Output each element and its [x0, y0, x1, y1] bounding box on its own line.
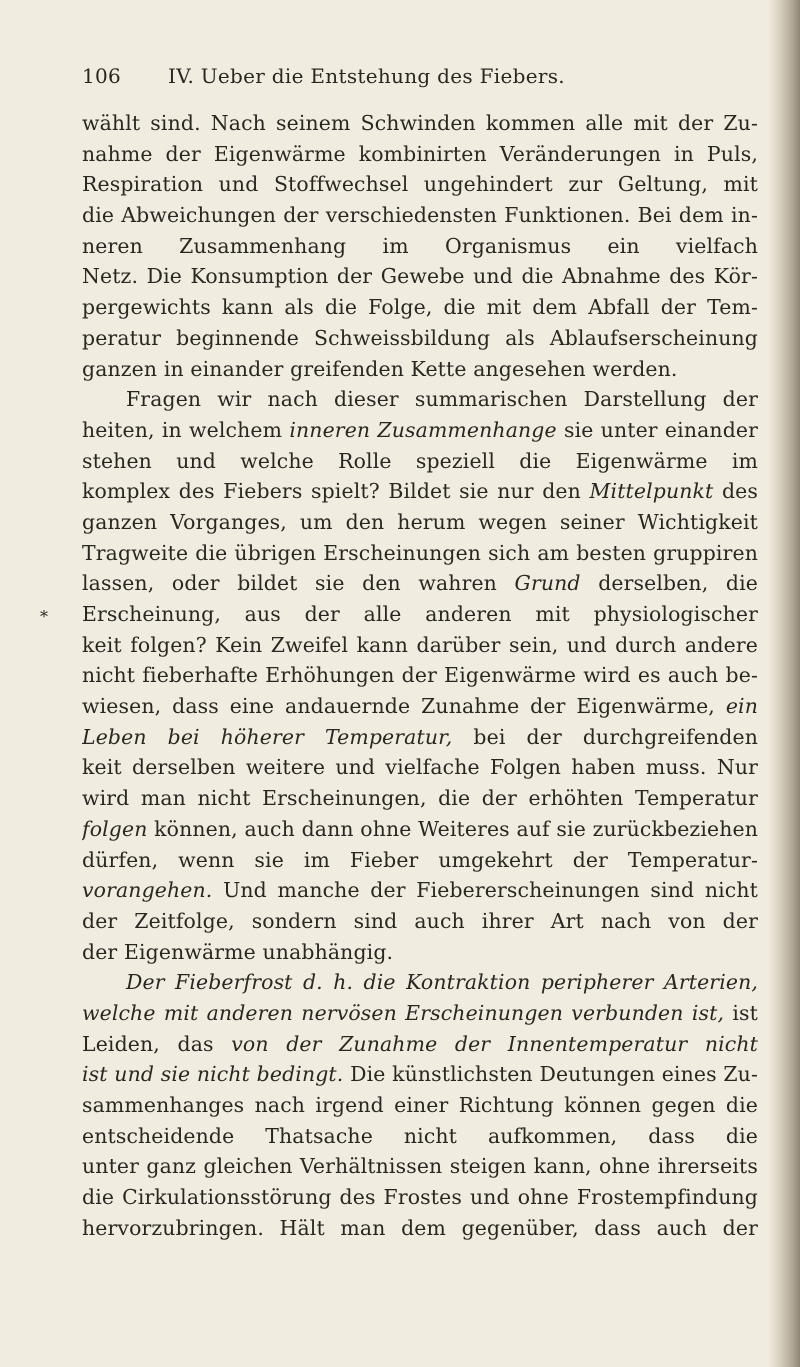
text-line: ganzen Vorganges, um den herum wegen seiner Wichtigkeit: [82, 509, 758, 534]
text-run: lassen, oder bildet sie den wahren: [82, 571, 515, 596]
text-run: ist: [732, 1000, 758, 1025]
emphasis-text: ist und sie nicht bedingt.: [82, 1062, 344, 1087]
text-line: [82, 875, 758, 906]
text-line: [82, 998, 758, 1029]
text-line: [82, 568, 758, 599]
text-run: wiesen, dass eine andauernde Zunahme der Eigenwärme,: [82, 694, 726, 719]
text-line: unter ganz gleichen Verhältnissen steigen kann, ohne ihrerseits: [82, 1154, 758, 1179]
emphasis-text: folgen: [82, 816, 148, 841]
running-title: IV. Ueber die Entstehung des Fiebers.: [168, 64, 565, 88]
text-line: wählt sind. Nach seinem Schwinden kommen alle mit der Zu-: [82, 111, 758, 135]
text-line: die Cirkulationsstörung des Frostes und ohne Frostempfindung: [82, 1185, 758, 1210]
emphasis-text: von der Zunahme der Innentemperatur nicht: [231, 1031, 758, 1056]
emphasis-text: ein: [725, 694, 758, 719]
emphasis-text: Mittelpunkt: [589, 479, 714, 504]
text-line: Tragweite die übrigen Erscheinungen sich am besten gruppiren: [82, 540, 758, 565]
text-run: heiten, in welchem: [82, 417, 290, 442]
text-run: Und manche der Fiebererscheinungen sind nicht: [223, 878, 758, 903]
emphasis-text: Grund: [514, 571, 581, 596]
text-line: keit folgen? Kein Zweifel kann darüber sein, und durch andere: [82, 632, 758, 657]
text-line: hervorzubringen. Hält man dem gegenüber, dass auch der: [82, 1215, 758, 1240]
running-header: [82, 64, 758, 108]
text-run: sie unter einander: [556, 417, 758, 442]
text-line: wird man nicht Erscheinungen, die der erhöhten Temperatur: [82, 786, 758, 811]
text-line: entscheidende Thatsache nicht aufkommen, dass die: [82, 1123, 758, 1148]
text-line: [82, 1059, 758, 1090]
text-run: komplex des Fiebers spielt? Bildet sie nur den: [82, 479, 590, 504]
text-line: Netz. Die Konsumption der Gewebe und die Abnahme des Kör-: [82, 264, 758, 289]
emphasis-text: vorangehen.: [82, 878, 213, 903]
text-line: sammenhanges nach irgend einer Richtung können gegen die: [82, 1093, 758, 1117]
text-line: keit derselben weitere und vielfache Folgen haben muss. Nur: [82, 755, 758, 780]
emphasis-text: welche mit anderen nervösen Erscheinungen verbunden ist,: [82, 1000, 725, 1025]
text-run: derselben, die: [598, 571, 758, 596]
text-line: dürfen, wenn sie im Fieber umgekehrt der Temperatur-: [82, 847, 758, 872]
page-number: 106: [82, 64, 122, 88]
text-line: ganzen in einander greifenden Kette angesehen werden.: [82, 356, 678, 381]
text-line: Respiration und Stoffwechsel ungehindert zur Geltung, mit: [82, 172, 758, 197]
text-line: nicht fieberhafte Erhöhungen der Eigenwärme wird es auch be-: [82, 663, 758, 688]
text-line: Erscheinung, aus der alle anderen mit physiologischer: [82, 602, 758, 626]
page-edge-shadow: [768, 0, 800, 1367]
text-line: die Abweichungen der verschiedensten Funktionen. Bei dem in-: [82, 203, 758, 228]
text-line: peratur beginnende Schweissbildung als Ablaufserscheinung: [82, 325, 758, 350]
text-line: [82, 691, 758, 722]
text-line: [82, 814, 758, 845]
text-line: pergewichts kann als die Folge, die mit dem Abfall der Tem-: [82, 295, 758, 320]
text-line: der Zeitfolge, sondern sind auch ihrer Art nach von der: [82, 908, 758, 933]
text-line: [82, 722, 758, 753]
body-text: [82, 108, 758, 1243]
text-line: [82, 967, 758, 998]
book-page: [82, 64, 758, 1243]
emphasis-text: Leben bei höherer Temperatur,: [82, 724, 453, 749]
text-run: können, auch dann ohne Weiteres auf sie zurückbeziehen: [147, 816, 758, 841]
text-line: der Eigenwärme unabhängig.: [82, 939, 394, 964]
text-line: [82, 476, 758, 507]
emphasis-text: inneren Zusammenhange: [289, 417, 557, 442]
emphasis-text: Der Fieberfrost d. h. die Kontraktion peripherer Arterien,: [126, 970, 758, 995]
text-run: Die künstlichsten Deutungen eines Zu-: [343, 1062, 758, 1087]
text-line: nahme der Eigenwärme kombinirten Veränderungen in Puls,: [82, 141, 758, 166]
text-line: Fragen wir nach dieser summarischen Darstellung der: [126, 387, 758, 412]
text-line: [82, 1029, 758, 1060]
text-run: des: [713, 479, 758, 504]
text-line: neren Zusammenhang im Organismus ein vielfach: [82, 233, 758, 258]
margin-mark: *: [40, 607, 48, 626]
text-line: stehen und welche Rolle speziell die Eigenwärme im: [82, 448, 758, 473]
text-line: [82, 415, 758, 446]
text-run: Leiden, das: [82, 1031, 232, 1056]
text-run: bei der durchgreifenden: [473, 724, 758, 749]
